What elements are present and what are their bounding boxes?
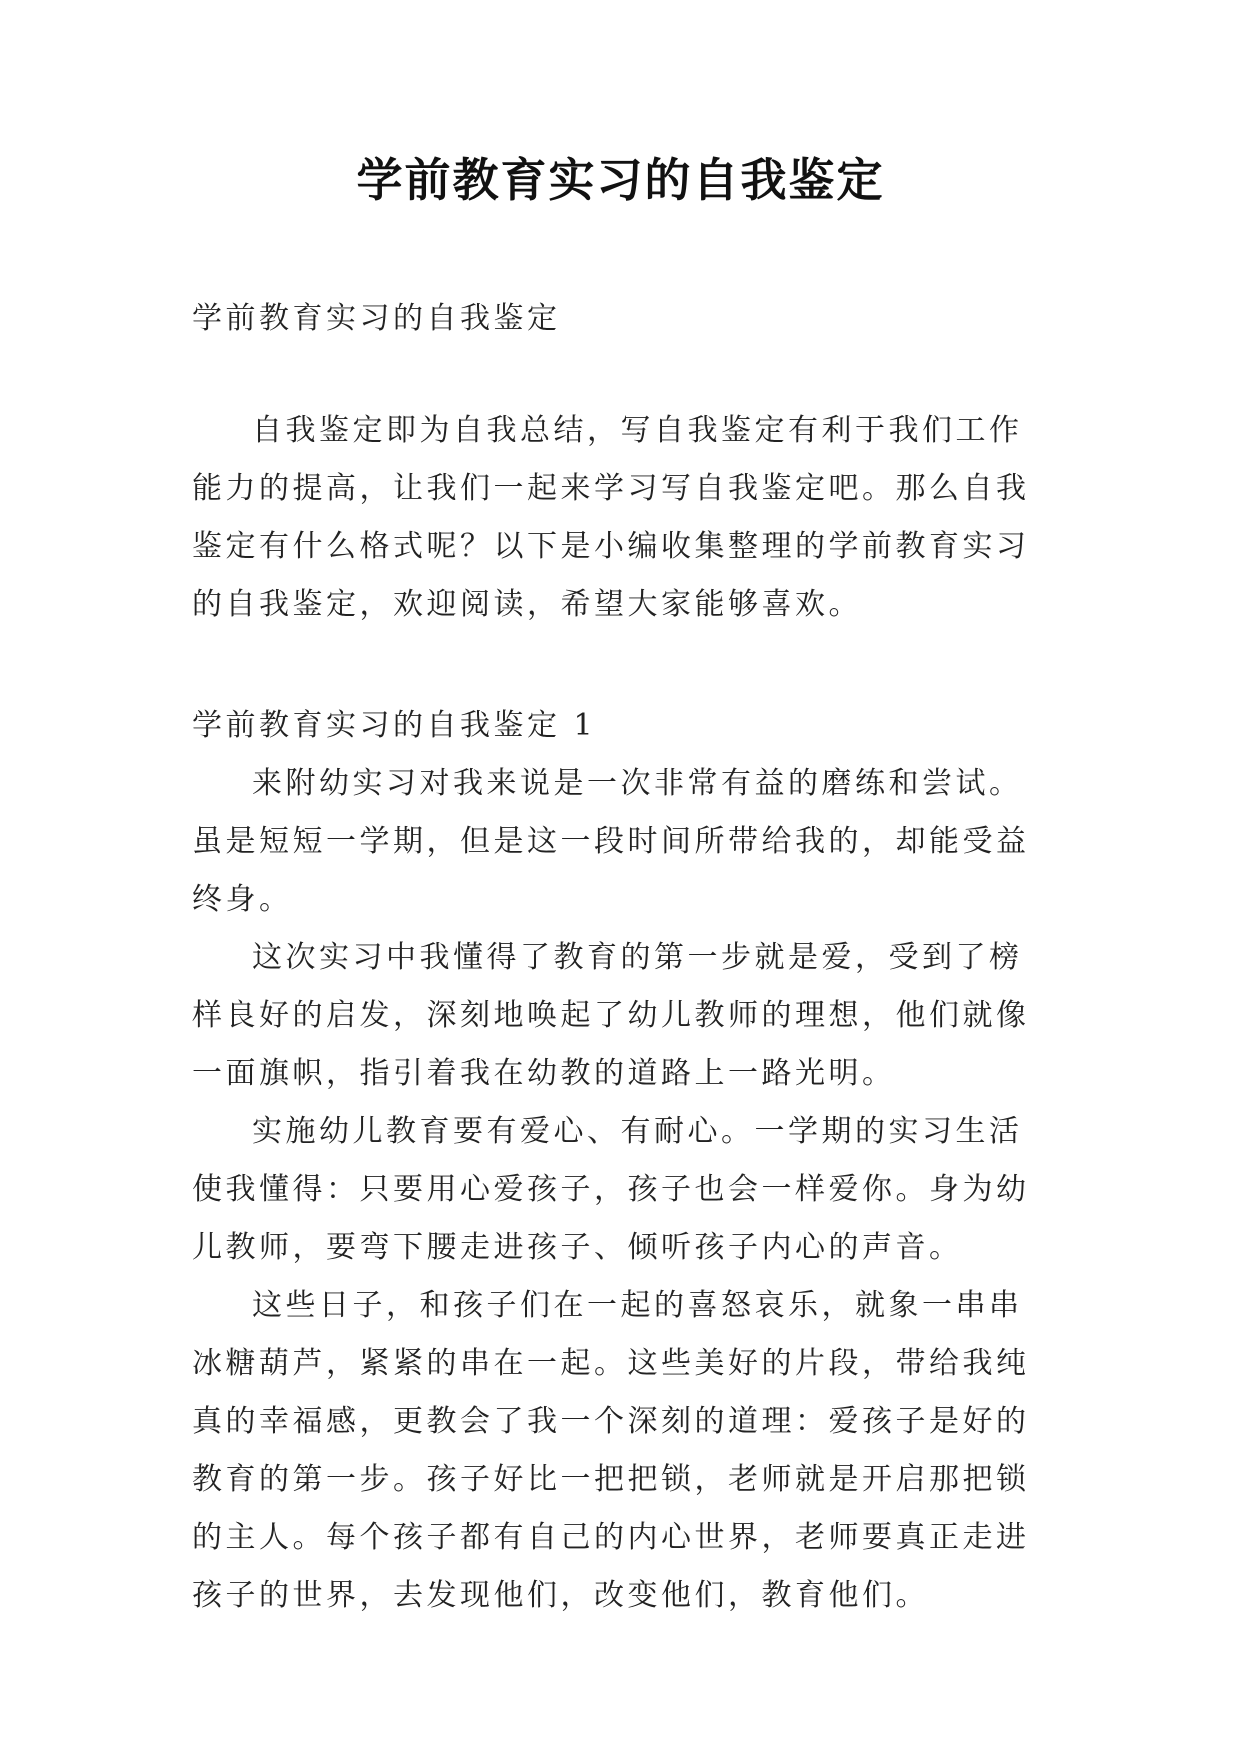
- document-title: 学前教育实习的自我鉴定: [356, 153, 885, 207]
- body-paragraph-2: 这次实习中我懂得了教育的第一步就是爱，受到了榜样良好的启发，深刻地唤起了幼儿教师的理想，他们就像一面旗帜，指引着我在幼教的道路上一路光明。: [192, 940, 1030, 1091]
- body-paragraph-4: 这些日子，和孩子们在一起的喜怒哀乐，就象一串串冰糖葫芦，紧紧的串在一起。这些美好的片段，带给我纯真的幸福感，更教会了我一个深刻的道理：爱孩子是好的教育的第一步。孩子好比一把把锁，老师就是开启那把锁的主人。每个孩子都有自己的内心世界，老师要真正走进孩子的世界，去发现他们，改变他们，教育他们。: [192, 1288, 1030, 1613]
- intro-paragraph-block: [192, 402, 1054, 634]
- document-subtitle: 学前教育实习的自我鉴定: [192, 301, 561, 336]
- body-paragraph-3: 实施幼儿教育要有爱心、有耐心。一学期的实习生活使我懂得：只要用心爱孩子，孩子也会一样爱你。身为幼儿教师，要弯下腰走进孩子、倾听孩子内心的声音。: [192, 1114, 1030, 1265]
- section-body: [192, 755, 1054, 1625]
- section-heading: 学前教育实习的自我鉴定 1: [192, 708, 597, 743]
- body-paragraph-1: 来附幼实习对我来说是一次非常有益的磨练和尝试。虽是短短一学期，但是这一段时间所带给我的，却能受益终身。: [192, 766, 1030, 917]
- intro-paragraph: 自我鉴定即为自我总结，写自我鉴定有利于我们工作能力的提高，让我们一起来学习写自我鉴定吧。那么自我鉴定有什么格式呢？以下是小编收集整理的学前教育实习的自我鉴定，欢迎阅读，希望大家能够喜欢。: [192, 413, 1030, 622]
